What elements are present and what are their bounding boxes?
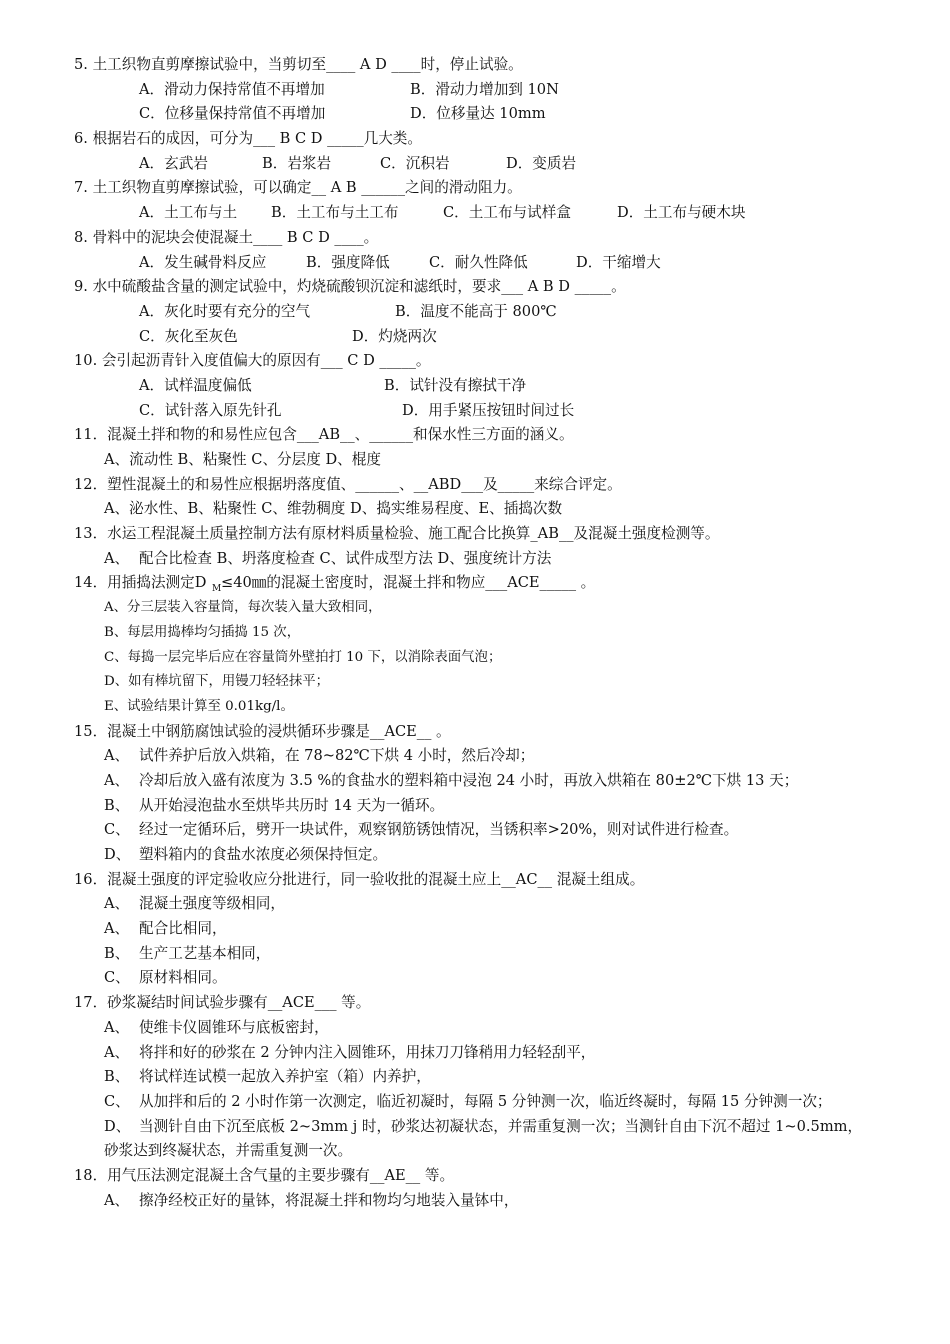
text-segment: A．试样温度偏低 bbox=[139, 376, 252, 394]
text-line bbox=[0, 547, 950, 572]
text-line bbox=[0, 744, 950, 769]
text-segment: 15．混凝土中钢筋腐蚀试验的浸烘循环步骤是__ACE__ 。 bbox=[74, 722, 451, 740]
text-line bbox=[0, 1139, 950, 1164]
text-segment: A．滑动力保持常值不再增加 bbox=[139, 80, 325, 98]
text-line bbox=[0, 1090, 950, 1115]
text-segment: C．沉积岩 bbox=[380, 154, 450, 172]
text-segment: D、如有棒坑留下，用镘刀轻轻抹平； bbox=[104, 674, 329, 690]
text-line bbox=[0, 769, 950, 794]
text-segment: B、 bbox=[104, 944, 130, 962]
text-segment: C、 bbox=[104, 969, 130, 987]
text-segment: C．灰化至灰色 bbox=[139, 327, 238, 345]
text-line bbox=[0, 497, 950, 522]
text-line bbox=[0, 226, 950, 251]
text-line bbox=[0, 176, 950, 201]
text-segment: 将拌和好的砂浆在 2 分钟内注入圆锥环，用抹刀刀锋稍用力轻轻刮平， bbox=[139, 1043, 596, 1061]
text-segment: B、 bbox=[104, 796, 130, 814]
text-segment: C．耐久性降低 bbox=[429, 253, 528, 271]
text-segment: 原材料相同。 bbox=[139, 969, 227, 987]
text-segment: B．试针没有擦拭干净 bbox=[384, 376, 527, 394]
text-segment: 配合比相同， bbox=[139, 920, 227, 938]
text-segment: 7. 土工织物直剪摩擦试验，可以确定__ A B ______之间的滑动阻力。 bbox=[74, 179, 522, 197]
text-line bbox=[0, 102, 950, 127]
text-segment: A、 bbox=[104, 895, 130, 913]
text-segment: A、 bbox=[104, 747, 130, 765]
text-segment: A、流动性 B、粘聚性 C、分层度 D、棍度 bbox=[104, 451, 381, 468]
text-segment: C、每捣一层完毕后应在容量筒外壁拍打 10 下，以消除表面气泡； bbox=[104, 649, 502, 665]
text-segment: 从开始浸泡盐水至烘毕共历时 14 天为一循环。 bbox=[139, 796, 445, 814]
text-segment: A、 bbox=[104, 549, 130, 567]
text-segment: A．灰化时要有充分的空气 bbox=[139, 302, 311, 320]
text-segment: 砂浆达到终凝状态，并需重复测一次。 bbox=[104, 1142, 353, 1160]
text-segment: 试件养护后放入烘箱，在 78~82℃下烘 4 小时，然后冷却； bbox=[139, 747, 535, 765]
text-segment: 塑料箱内的食盐水浓度必须保持恒定。 bbox=[139, 846, 388, 863]
text-segment: 经过一定循环后，劈开一块试件，观察钢筋锈蚀情况，当锈积率>20%，则对试件进行检查。 bbox=[139, 821, 739, 839]
text-segment: D．位移量达 10mm bbox=[410, 105, 546, 123]
text-segment: A、 bbox=[104, 1191, 130, 1209]
text-line bbox=[0, 621, 950, 646]
text-segment: 6. 根据岩石的成因，可分为___ B C D _____几大类。 bbox=[74, 130, 422, 148]
text-segment: 冷却后放入盛有浓度为 3.5 %的食盐水的塑料箱中浸泡 24 小时，再放入烘箱在 80±2℃下烘 13 天； bbox=[139, 771, 799, 789]
text-segment: A．玄武岩 bbox=[139, 154, 208, 172]
text-segment: 使维卡仪圆锥环与底板密封， bbox=[139, 1018, 329, 1036]
text-segment: 10. 会引起沥青针入度值偏大的原因有___ C D _____。 bbox=[74, 352, 431, 370]
text-segment: D．土工布与硬木块 bbox=[617, 204, 746, 222]
text-segment: 13．水运工程混凝土质量控制方法有原材料质量检验、施工配合比换算_AB__及混凝土强度检测等。 bbox=[74, 525, 720, 543]
text-segment: 将试样连试模一起放入养护室（箱）内养护， bbox=[139, 1068, 431, 1086]
text-segment: D．干缩增大 bbox=[576, 253, 661, 271]
text-segment: B．滑动力增加到 10N bbox=[410, 80, 559, 98]
text-segment: D．灼烧两次 bbox=[352, 327, 437, 345]
text-line bbox=[0, 670, 950, 695]
text-line bbox=[0, 522, 950, 547]
text-segment: C、 bbox=[104, 1092, 130, 1110]
text-segment: C．土工布与试样盒 bbox=[443, 204, 571, 222]
text-segment: 18．用气压法测定混凝土含气量的主要步骤有__AE__ 等。 bbox=[74, 1166, 455, 1184]
text-segment: A、 bbox=[104, 920, 130, 938]
text-line bbox=[0, 399, 950, 424]
text-line bbox=[0, 300, 950, 325]
text-line bbox=[0, 448, 950, 473]
text-segment: D．变质岩 bbox=[506, 154, 577, 172]
text-segment: A、分三层装入容量筒，每次装入量大致相同， bbox=[104, 600, 382, 616]
text-segment: A、 bbox=[104, 771, 130, 789]
text-segment: 11．混凝土拌和物的和易性应包含___AB__、______和保水性三方面的涵义。 bbox=[74, 426, 574, 444]
text-segment: A．发生碱骨料反应 bbox=[139, 253, 267, 271]
text-line bbox=[0, 473, 950, 498]
text-line bbox=[0, 646, 950, 671]
text-segment: B．强度降低 bbox=[306, 253, 390, 271]
text-segment: 从加拌和后的 2 小时作第一次测定，临近初凝时，每隔 5 分钟测一次，临近终凝时，每隔 15 分钟测一次； bbox=[139, 1092, 832, 1110]
text-line bbox=[0, 423, 950, 448]
text-line bbox=[0, 1041, 950, 1066]
text-segment: 8. 骨料中的泥块会使混凝土____ B C D ____。 bbox=[74, 228, 379, 246]
text-line bbox=[0, 374, 950, 399]
text-line bbox=[0, 152, 950, 177]
text-segment: 生产工艺基本相同， bbox=[139, 944, 271, 962]
text-segment: B．岩浆岩 bbox=[262, 154, 332, 172]
text-segment: 擦净经校正好的量钵，将混凝土拌和物均匀地装入量钵中， bbox=[139, 1191, 519, 1209]
text-line bbox=[0, 991, 950, 1016]
text-line bbox=[0, 201, 950, 226]
text-segment: 16．混凝土强度的评定验收应分批进行，同一验收批的混凝土应上__AC__ 混凝土组成。 bbox=[74, 870, 645, 888]
text-line bbox=[0, 720, 950, 745]
text-line bbox=[0, 1016, 950, 1041]
text-segment: C．位移量保持常值不再增加 bbox=[139, 105, 326, 123]
text-segment: C、 bbox=[104, 821, 130, 839]
text-segment: E、试验结果计算至 0.01kg/l。 bbox=[104, 698, 294, 714]
text-line bbox=[0, 892, 950, 917]
text-segment: B、 bbox=[104, 1068, 130, 1086]
text-segment: C．试针落入原先针孔 bbox=[139, 401, 282, 419]
text-segment: 9. 水中硫酸盐含量的测定试验中，灼烧硫酸钡沉淀和滤纸时，要求___ A B D _____。 bbox=[74, 278, 626, 296]
text-line bbox=[0, 127, 950, 152]
text-segment: B．温度不能高于 800℃ bbox=[395, 302, 557, 320]
text-line bbox=[0, 596, 950, 621]
text-line bbox=[0, 1115, 950, 1140]
text-line bbox=[0, 251, 950, 276]
text-segment: 17．砂浆凝结时间试验步骤有__ACE___ 等。 bbox=[74, 994, 371, 1012]
text-line bbox=[0, 868, 950, 893]
text-line bbox=[0, 818, 950, 843]
text-segment: 混凝土强度等级相同， bbox=[139, 895, 285, 913]
text-line bbox=[0, 571, 950, 596]
text-line bbox=[0, 966, 950, 991]
text-line bbox=[0, 917, 950, 942]
text-segment: D．用手紧压按钮时间过长 bbox=[402, 401, 575, 419]
text-line bbox=[0, 1164, 950, 1189]
text-segment: 12．塑性混凝土的和易性应根据坍落度值、______、__ABD___及_____来综合评定。 bbox=[74, 475, 622, 493]
text-line bbox=[0, 1065, 950, 1090]
text-segment: A．土工布与土 bbox=[139, 204, 238, 222]
text-segment: A、 bbox=[104, 1018, 130, 1036]
text-line bbox=[0, 78, 950, 103]
text-segment: 配合比检查 B、坍落度检查 C、试件成型方法 D、强度统计方法 bbox=[139, 549, 552, 567]
text-segment: A、泌水性、B、粘聚性 C、维勃稠度 D、捣实维易程度、E、插捣次数 bbox=[104, 500, 563, 518]
text-line bbox=[0, 349, 950, 374]
text-line bbox=[0, 843, 950, 868]
text-segment: D、 bbox=[104, 1117, 131, 1135]
text-segment: A、 bbox=[104, 1043, 130, 1061]
text-line bbox=[0, 53, 950, 78]
text-segment: 5. 土工织物直剪摩擦试验中，当剪切至____ A D ____时，停止试验。 bbox=[74, 56, 523, 73]
text-segment: ≤40㎜的混凝土密度时，混凝土拌和物应___ACE_____ 。 bbox=[221, 574, 596, 592]
text-segment: M bbox=[212, 584, 222, 595]
text-line bbox=[0, 794, 950, 819]
text-line bbox=[0, 325, 950, 350]
text-segment: D、 bbox=[104, 846, 131, 863]
text-line bbox=[0, 275, 950, 300]
text-line bbox=[0, 942, 950, 967]
text-line bbox=[0, 1189, 950, 1214]
text-line bbox=[0, 695, 950, 720]
text-segment: 当测针自由下沉至底板 2~3mm j 时，砂浆达初凝状态，并需重复测一次；当测针自由下沉不超过 1~0.5mm， bbox=[139, 1117, 863, 1135]
text-segment: B．土工布与土工布 bbox=[271, 204, 399, 222]
document-page bbox=[0, 53, 950, 1213]
text-segment: 14．用插捣法测定D bbox=[74, 574, 207, 592]
text-segment: B、每层用捣棒均匀插捣 15 次， bbox=[104, 624, 301, 640]
